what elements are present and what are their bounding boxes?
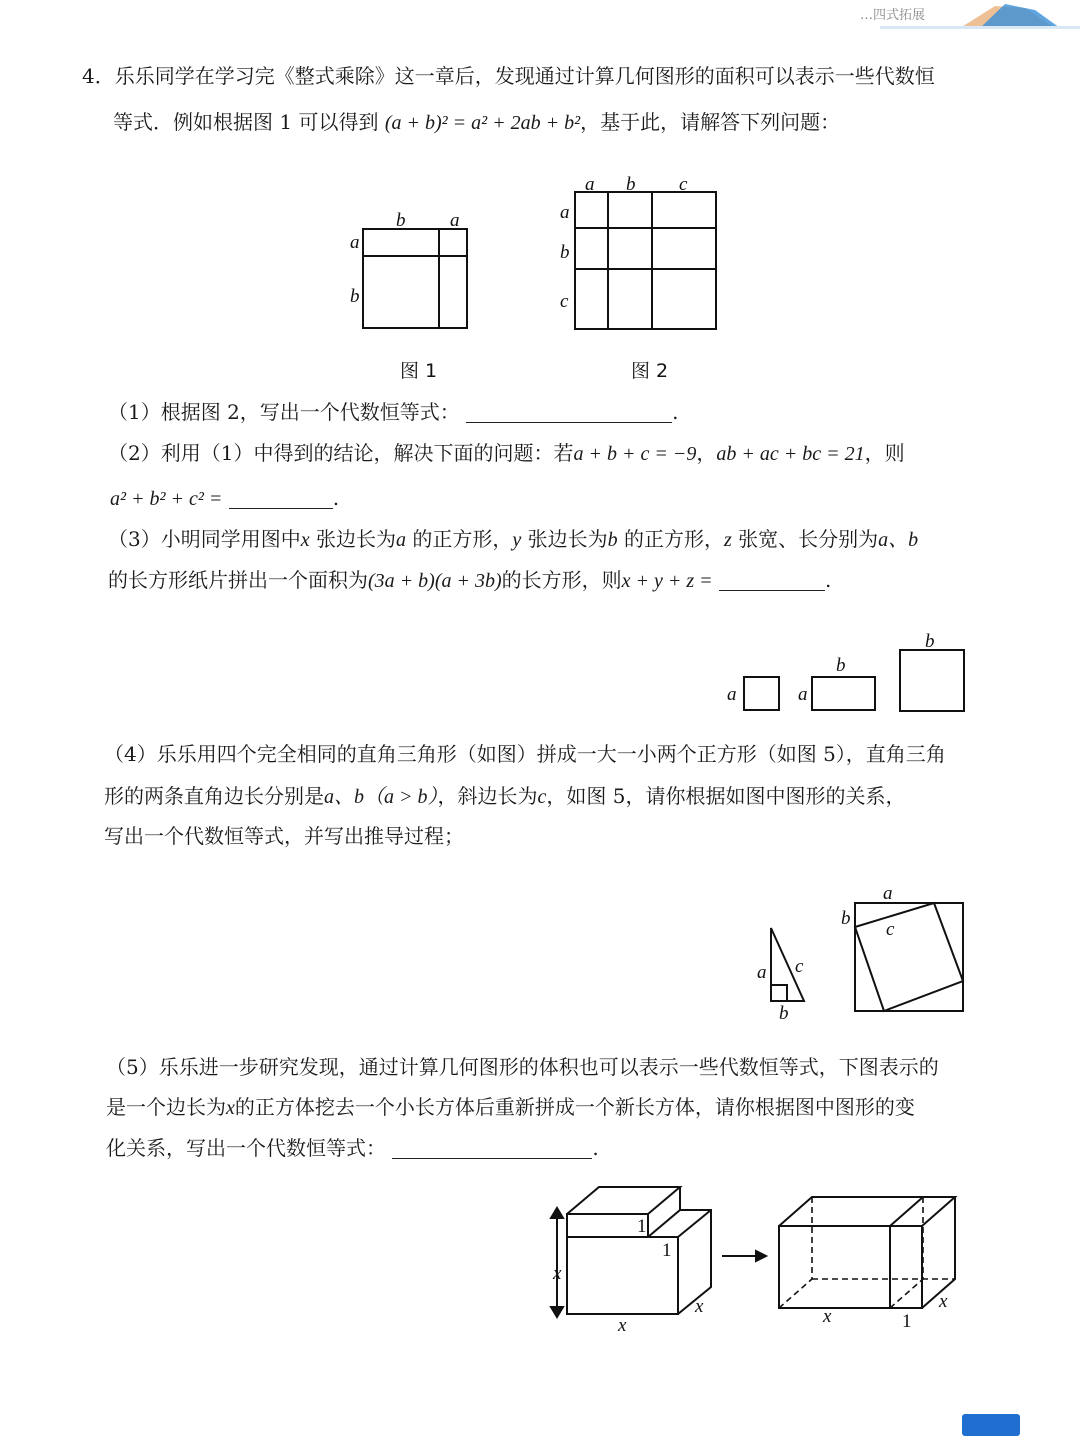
figure1-caption: 图 1: [400, 360, 438, 382]
question-2-line1: [108, 439, 905, 468]
tile-rect-top-label: b: [836, 655, 846, 676]
q5-height-arrow: [551, 1208, 563, 1317]
q4-text-2d: ，如图 5，请你根据如图中图形的关系，: [546, 784, 906, 808]
right-box-front: [779, 1226, 922, 1308]
problem-number: 4．: [82, 64, 115, 88]
page-number-badge: [962, 1414, 1020, 1436]
q3-area-expr: (3a + b)(a + 3b): [368, 570, 502, 592]
question-5-line1: [106, 1053, 939, 1081]
figure2-side-label-b: b: [560, 242, 570, 263]
figure-2: [575, 192, 716, 329]
tile-a-label: a: [727, 684, 737, 705]
left-cube-front: [567, 1237, 678, 1314]
figure1-top-label-b: b: [396, 210, 406, 231]
figure2-top-label-a: a: [585, 174, 595, 195]
tile-square-a: [744, 677, 779, 710]
q2-cond1: a + b + c = −9: [573, 443, 697, 465]
q2-text-b: ，则: [864, 441, 905, 465]
triangle-label-c: c: [795, 956, 804, 977]
question-4-line2: [104, 782, 905, 811]
q3-t4: 的正方形，: [623, 527, 724, 551]
right-label-x-depth: x: [939, 1291, 948, 1312]
q4-text-1: （4）乐乐用四个完全相同的直角三角形（如图）拼成一大一小两个正方形（如图 5），直角三角: [104, 742, 946, 766]
q1-text: （1）根据图 2，写出一个代数恒等式：: [108, 400, 460, 424]
q3-answer-blank[interactable]: [719, 570, 825, 591]
left-label-1-side: 1: [662, 1240, 672, 1261]
q3-end: .: [825, 568, 832, 592]
q2-answer-blank[interactable]: [229, 488, 333, 509]
q4-var-c: c: [537, 786, 547, 808]
triangle-label-b: b: [779, 1003, 789, 1024]
q2-text-a: （2）利用（1）中得到的结论，解决下面的问题：若: [108, 441, 574, 465]
q4-right-triangle: [771, 928, 804, 1001]
q3-var-y: y: [512, 529, 522, 551]
figure1-side-label-a: a: [350, 232, 360, 253]
page-header-tag: [820, 0, 1080, 30]
q2-sep: ，: [696, 441, 717, 465]
q3-t3: 张边长为: [527, 527, 608, 551]
intro-text-2b: ，基于此，请解答下列问题：: [580, 110, 841, 134]
q1-answer-blank[interactable]: [466, 402, 672, 423]
question-3-line2: [108, 566, 831, 595]
figure5-label-b: b: [841, 908, 851, 929]
q3-t2: 的正方形，: [412, 527, 513, 551]
q5-text-2a: 是一个边长为: [106, 1095, 226, 1119]
tile-square-b: [900, 650, 964, 711]
q5-right-hidden-edges: [779, 1197, 955, 1308]
q4-text-2b: ，斜边长为: [437, 784, 538, 808]
figure2-top-label-c: c: [679, 174, 688, 195]
figure2-top-label-b: b: [626, 174, 636, 195]
q5-left-solid: [567, 1187, 711, 1314]
figure2-caption: 图 2: [631, 360, 669, 382]
left-label-1-top: 1: [637, 1216, 647, 1237]
q3-text-2b: 的长方形，则: [501, 568, 622, 592]
figure5-label-a: a: [883, 883, 893, 904]
question-4-line3: [104, 822, 464, 850]
figure2-side-label-a: a: [560, 202, 570, 223]
question-1: [108, 398, 679, 426]
figure2-side-label-c: c: [560, 291, 569, 312]
q3-var-x: x: [300, 529, 310, 551]
q2-cond2: ab + ac + bc = 21: [716, 443, 865, 465]
figure5-squares: [855, 903, 963, 1011]
question-2-line2: [110, 484, 339, 513]
left-label-x-depth: x: [695, 1296, 704, 1317]
tile-b-label: b: [925, 631, 935, 652]
right-label-x-width: x: [823, 1306, 832, 1327]
header-mountain-icon: [820, 0, 1080, 30]
figure-1: [363, 229, 467, 328]
q3-text-2a: 的长方形纸片拼出一个面积为: [108, 568, 368, 592]
figure2-outer-rect: [575, 192, 716, 329]
q5-text-1: （5）乐乐进一步研究发现，通过计算几何图形的体积也可以表示一些代数恒等式，下图表示的: [106, 1055, 939, 1079]
figure5-inner-square: [855, 903, 963, 1011]
q5-end: .: [592, 1136, 599, 1160]
intro-text-1: 乐乐同学在学习完《整式乘除》这一章后，发现通过计算几何图形的面积可以表示一些代数恒: [114, 64, 935, 88]
tile-rect-side-label: a: [798, 684, 808, 705]
intro-formula: (a + b)² = a² + 2ab + b²: [384, 112, 581, 134]
header-tag-text: …四式拓展: [860, 8, 926, 23]
problem-intro-line2: [113, 108, 840, 137]
q5-answer-blank[interactable]: [392, 1138, 592, 1159]
q3-t5: 张宽、长分别为: [738, 527, 879, 551]
q3-var-ab: a、b: [878, 529, 919, 551]
left-label-x-height: x: [553, 1263, 562, 1284]
q3-sum-expr: x + y + z =: [621, 570, 713, 592]
q5-var-x: x: [226, 1097, 235, 1119]
q5-text-2b: 的正方体挖去一个小长方体后重新拼成一个新长方体，请你根据图中图形的变: [234, 1095, 915, 1119]
figure1-side-label-b: b: [350, 286, 360, 307]
triangle-label-a: a: [757, 962, 767, 983]
intro-text-2a: 等式．例如根据图 1 可以得到: [113, 110, 379, 134]
question-5-line3: [106, 1134, 599, 1162]
q3-var-a: a: [395, 529, 406, 551]
question-3-line1: [108, 525, 918, 554]
q1-end: .: [672, 400, 679, 424]
q4-text-2a: 形的两条直角边长分别是: [104, 784, 324, 808]
q3-text-a: （3）小明同学用图中: [108, 527, 301, 551]
q5-text-3: 化关系，写出一个代数恒等式：: [106, 1136, 386, 1160]
q5-right-solid: [779, 1197, 955, 1308]
q3-t1: 张边长为: [315, 527, 396, 551]
figure5-outer-square: [855, 903, 963, 1011]
q4-var-ab: a、b: [324, 786, 364, 808]
q5-transform-arrow: [722, 1251, 766, 1261]
figure1-outer-square: [363, 229, 467, 328]
q3-tiles: [744, 650, 964, 711]
q4-cond: （a > b）: [364, 786, 438, 808]
figure5-label-c: c: [886, 919, 895, 940]
problem-intro-line1: [82, 62, 935, 90]
q4-text-3: 写出一个代数恒等式，并写出推导过程；: [104, 824, 464, 848]
q3-var-z: z: [723, 529, 732, 551]
tile-rect-ab: [812, 677, 875, 710]
left-label-x-width: x: [618, 1315, 627, 1336]
left-top-box-front: [567, 1214, 648, 1237]
question-4-line1: [104, 740, 946, 768]
q2-expr: a² + b² + c² =: [110, 488, 223, 510]
q3-var-b: b: [607, 529, 618, 551]
question-5-line2: [106, 1093, 915, 1122]
q2-end: .: [332, 486, 340, 510]
right-label-1: 1: [902, 1311, 912, 1332]
figure1-top-label-a: a: [450, 210, 460, 231]
